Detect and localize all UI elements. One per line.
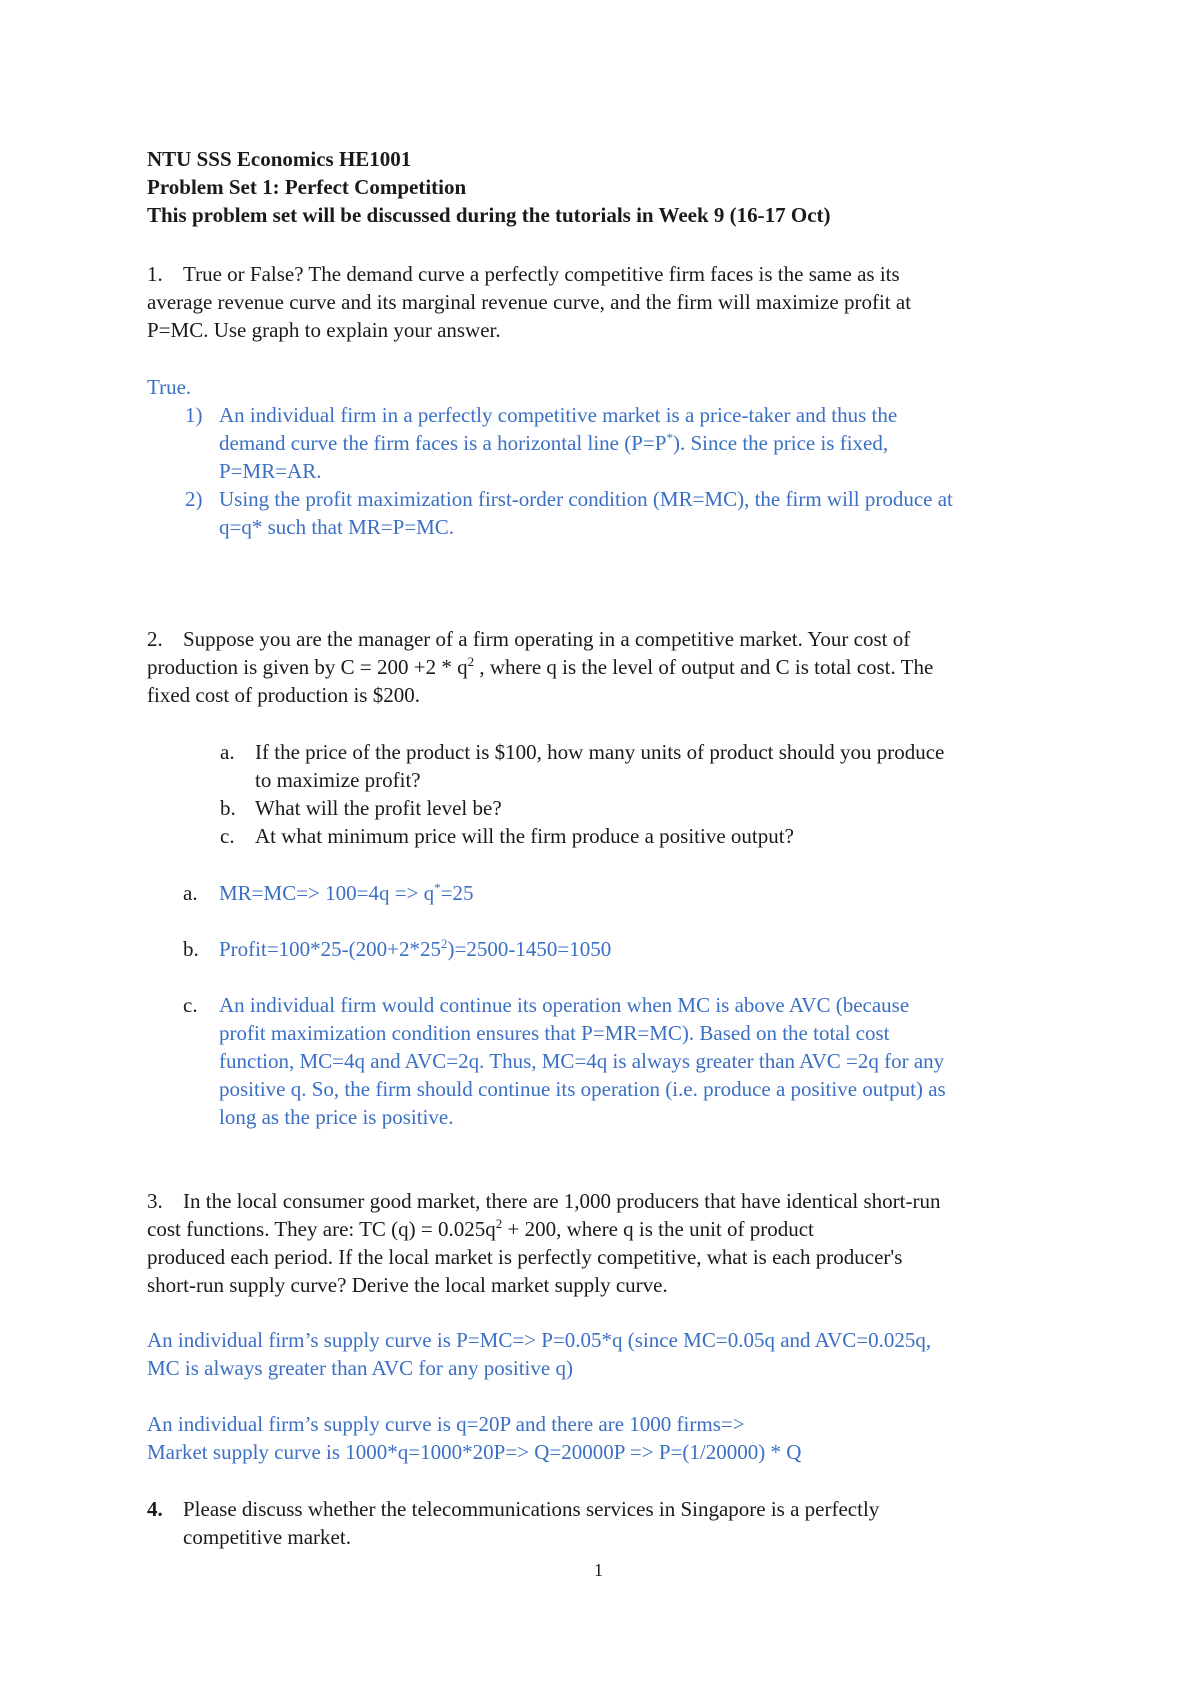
q2-answer-c-line-1: An individual firm would continue its operation when MC is above AVC (because <box>219 993 910 1017</box>
q1-answer-point-1-line-2: demand curve the firm faces is a horizontal line (P=P*). Since the price is fixed, <box>219 430 889 455</box>
q1-answer-point-2-line-1: Using the profit maximization first-order condition (MR=MC), the firm will produce at <box>219 487 953 511</box>
q2-line-3: fixed cost of production is $200. <box>147 683 420 707</box>
superscript: * <box>434 880 441 895</box>
q2-number: 2. <box>147 627 163 651</box>
discussion-note: This problem set will be discussed during the tutorials in Week 9 (16-17 Oct) <box>147 203 831 227</box>
q2-item-a-line-2: to maximize profit? <box>255 768 421 792</box>
q2-line-2: production is given by $C = 200 +2 * q^2$ , where q is the level of output and C is total cost. The <box>147 654 934 679</box>
q1-line-1: True or False? The demand curve a perfectly competitive firm faces is the same as its <box>183 262 900 286</box>
q1-answer-point-1-line-1: An individual firm in a perfectly competitive market is a price-taker and thus the <box>219 403 898 427</box>
superscript: 2 <box>467 654 475 669</box>
q3-line-2: cost functions. They are: TC $(q) = 0.025q^2 + 200$, where q is the unit of product <box>147 1216 814 1241</box>
q4-line-1: Please discuss whether the telecommunications services in Singapore is a perfectly <box>183 1497 880 1521</box>
q3-line-4: short-run supply curve? Derive the local market supply curve. <box>147 1273 668 1297</box>
q3-answer-line-1: An individual firm’s supply curve is P=MC=> P=0.05*q (since MC=0.05q and AVC=0.025q, <box>147 1328 932 1352</box>
course-title: NTU SSS Economics HE1001 <box>147 147 412 171</box>
page-number: 1 <box>594 1560 603 1580</box>
q1-number: 1. <box>147 262 163 286</box>
q2-answer-a-label: a. <box>183 881 198 905</box>
q1-answer-point-2-number: 2) <box>185 487 203 511</box>
q2-answer-c-line-5: long as the price is positive. <box>219 1105 454 1129</box>
q1-answer-point-1-line-3: P=MR=AR. <box>219 459 322 483</box>
q3-number: 3. <box>147 1189 163 1213</box>
q2-item-c-label: c. <box>220 824 235 848</box>
q2-answer-b: $Profit=100*25-(200+2*25^2)=2500-1450=1050$ <box>219 936 612 961</box>
q1-answer-point-1-number: 1) <box>185 403 203 427</box>
q2-item-a-label: a. <box>220 740 235 764</box>
q2-item-c-line-1: At what minimum price will the firm produce a positive output? <box>255 824 794 848</box>
q3-line-3: produced each period. If the local market is perfectly competitive, what is each producer's <box>147 1245 903 1269</box>
q3-answer-line-4: Market supply curve is 1000*q=1000*20P=> Q=20000P => P=(1/20000) * Q <box>147 1440 802 1464</box>
q1-line-2: average revenue curve and its marginal revenue curve, and the firm will maximize profit at <box>147 290 912 314</box>
q2-item-b-line-1: What will the profit level be? <box>255 796 502 820</box>
q1-answer-point-2-line-2: q=q* such that MR=P=MC. <box>219 515 455 539</box>
q4-number: 4. <box>147 1497 163 1521</box>
q2-answer-c-line-3: function, MC=4q and AVC=2q. Thus, MC=4q is always greater than AVC =2q for any <box>219 1049 945 1073</box>
superscript: * <box>666 430 673 445</box>
q2-answer-c-line-4: positive q. So, the firm should continue its operation (i.e. produce a positive output) as <box>219 1077 946 1101</box>
q2-answer-c-line-2: profit maximization condition ensures that P=MR=MC). Based on the total cost <box>219 1021 890 1045</box>
q3-answer-line-2: MC is always greater than AVC for any positive q) <box>147 1356 573 1380</box>
q2-item-a-line-1: If the price of the product is $100, how many units of product should you produce <box>255 740 945 764</box>
q2-answer-c-label: c. <box>183 993 198 1017</box>
q2-answer-b-label: b. <box>183 937 199 961</box>
q4-line-2: competitive market. <box>183 1525 351 1549</box>
q2-answer-a: MR=MC=> 100=4q => q*=25 <box>219 880 474 905</box>
q2-line-1: Suppose you are the manager of a firm operating in a competitive market. Your cost of <box>183 627 911 651</box>
q1-line-3: P=MC. Use graph to explain your answer. <box>147 318 501 342</box>
q3-line-1: In the local consumer good market, there are 1,000 producers that have identical short-run <box>183 1189 941 1213</box>
superscript: 2 <box>495 1216 503 1231</box>
superscript: 2 <box>441 936 448 951</box>
q2-item-b-label: b. <box>220 796 236 820</box>
q1-answer-verdict: True. <box>147 375 192 399</box>
problem-set-title: Problem Set 1: Perfect Competition <box>147 175 467 199</box>
q3-answer-line-3: An individual firm’s supply curve is q=20P and there are 1000 firms=> <box>147 1412 745 1436</box>
